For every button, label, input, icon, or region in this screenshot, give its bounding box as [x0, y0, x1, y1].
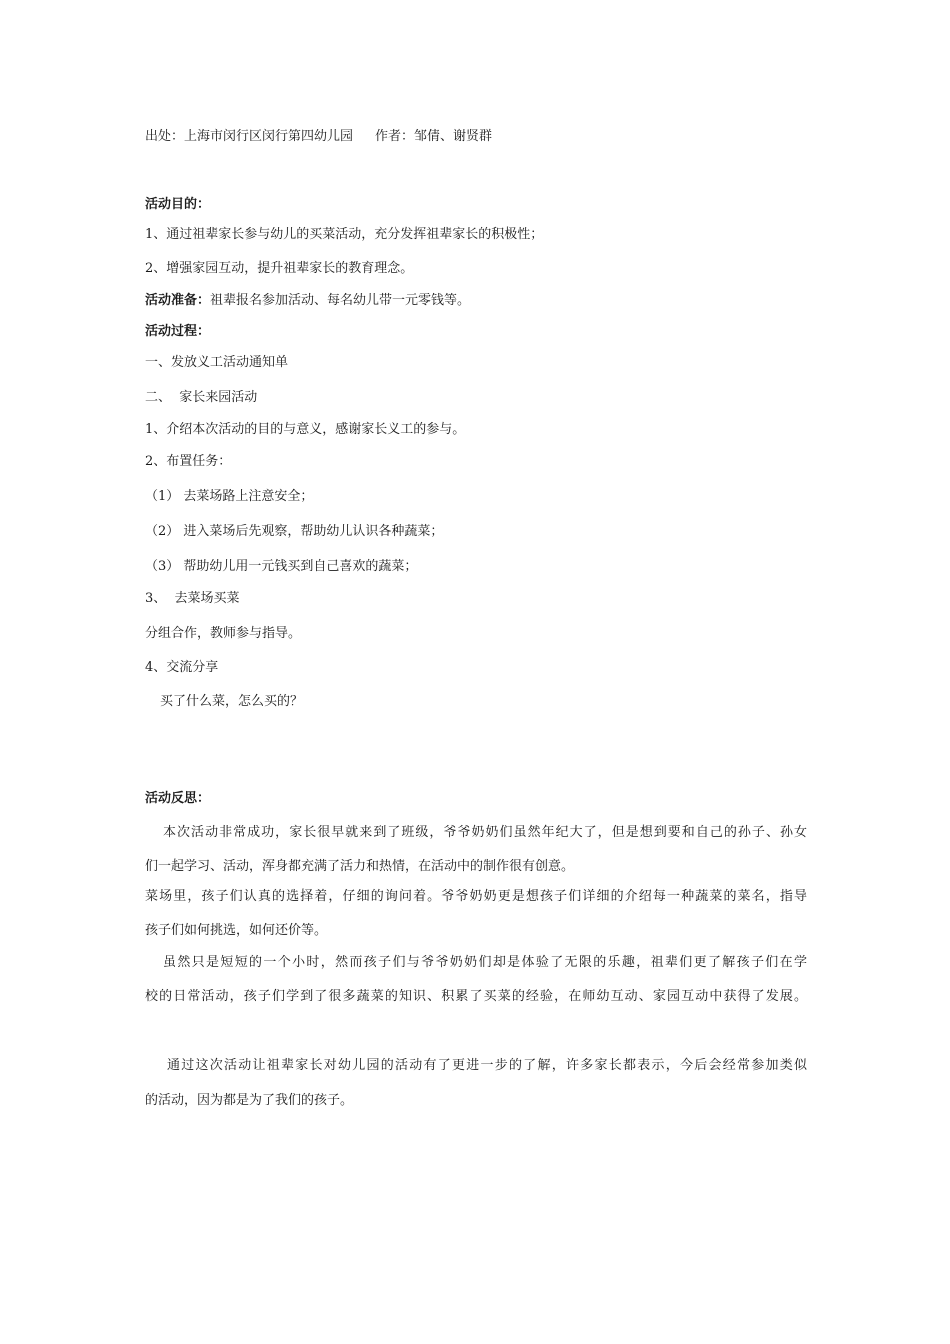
process-step-1: 一、发放义工活动通知单: [145, 355, 289, 370]
process-sub-2: 2、布置任务：: [145, 454, 232, 469]
process-sub-3-text: 分组合作，教师参与指导。: [145, 626, 302, 641]
preparation-line: [145, 292, 470, 310]
author-line: 作者：邹倩、谢贤群: [375, 129, 493, 144]
reflection-paragraph-3-line-2: 校的日常活动，孩子们学到了很多蔬菜的知识、积累了买菜的经验，在师幼互动、家园互动中获得了发展。: [145, 989, 807, 1004]
reflection-paragraph-3-line-1: 虽然只是短短的一个小时，然而孩子们与爷爷奶奶们却是体验了无限的乐趣，祖辈们更了解孩子们在学: [163, 955, 807, 970]
reflection-heading: 活动反思：: [145, 791, 211, 806]
task-item-3: （3） 帮助幼儿用一元钱买到自己喜欢的蔬菜；: [145, 559, 418, 574]
goal-item-1: 1、通过祖辈家长参与幼儿的买菜活动，充分发挥祖辈家长的积极性；: [145, 227, 544, 242]
reflection-paragraph-1-line-1: 本次活动非常成功，家长很早就来到了班级，爷爷奶奶们虽然年纪大了，但是想到要和自己的孙子、孙女: [163, 825, 807, 840]
source-info: [145, 128, 492, 146]
reflection-paragraph-4-line-1: 通过这次活动让祖辈家长对幼儿园的活动有了更进一步的了解，许多家长都表示，今后会经常参加类似: [167, 1058, 807, 1073]
goal-item-2: 2、增强家园互动，提升祖辈家长的教育理念。: [145, 261, 414, 276]
process-heading: 活动过程：: [145, 324, 211, 339]
preparation-label: 活动准备：: [145, 293, 211, 308]
process-step-2: 二、 家长来园活动: [145, 390, 258, 405]
reflection-paragraph-1-line-2: 们一起学习、活动，浑身都充满了活力和热情，在活动中的制作很有创意。: [145, 859, 575, 874]
source-line: 出处：上海市闵行区闵行第四幼儿园: [145, 129, 354, 144]
reflection-paragraph-2-line-1: 菜场里，孩子们认真的选择着，仔细的询问着。爷爷奶奶更是想孩子们详细的介绍每一种蔬菜的菜名，指导: [145, 889, 807, 904]
reflection-paragraph-2-line-2: 孩子们如何挑选，如何还价等。: [145, 923, 328, 938]
process-sub-4: 4、交流分享: [145, 660, 219, 675]
process-sub-4-text: 买了什么菜，怎么买的？: [160, 694, 304, 709]
reflection-paragraph-4-line-2: 的活动，因为都是为了我们的孩子。: [145, 1093, 354, 1108]
task-item-1: （1） 去菜场路上注意安全；: [145, 489, 314, 504]
process-sub-3: 3、 去菜场买菜: [145, 591, 240, 606]
preparation-text: 祖辈报名参加活动、每名幼儿带一元零钱等。: [210, 293, 471, 308]
goals-heading: 活动目的：: [145, 197, 211, 212]
process-sub-1: 1、介绍本次活动的目的与意义，感谢家长义工的参与。: [145, 422, 466, 437]
task-item-2: （2） 进入菜场后先观察，帮助幼儿认识各种蔬菜；: [145, 524, 444, 539]
